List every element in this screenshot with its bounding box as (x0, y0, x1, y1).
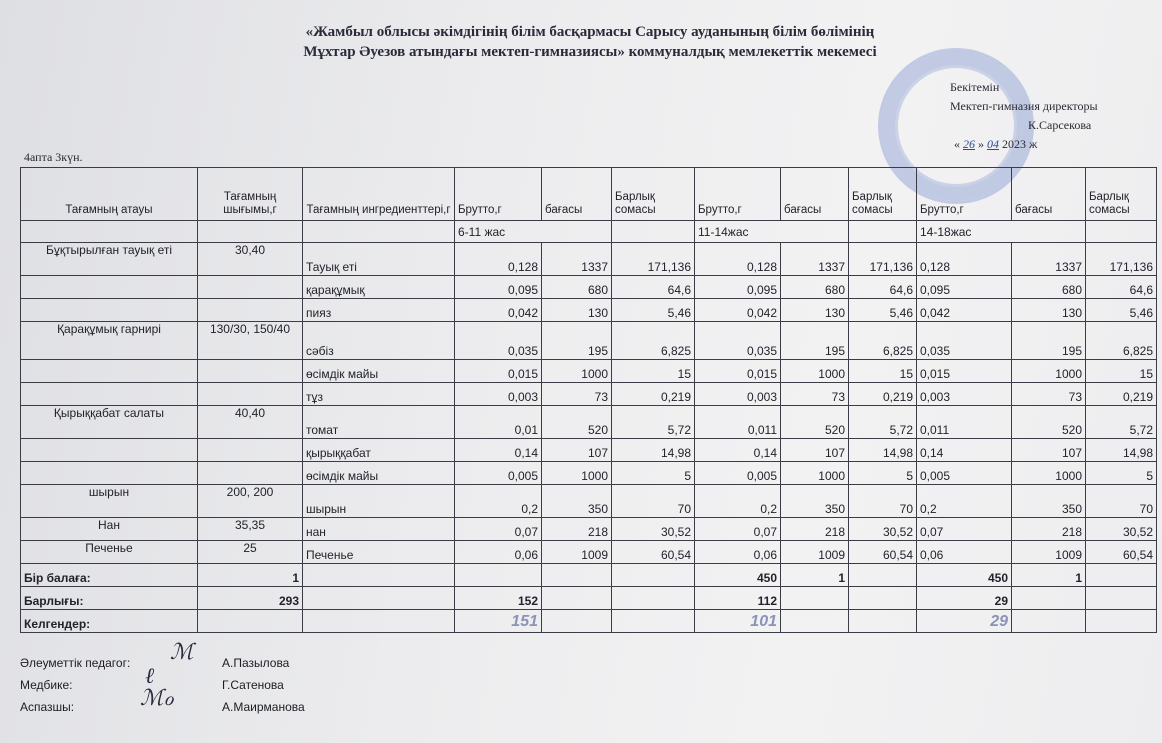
cell-b2: 0,042 (695, 299, 781, 322)
cell-p1: 350 (542, 485, 612, 518)
signatures-block (20, 640, 420, 721)
cell-p3: 1000 (1012, 360, 1086, 383)
per-child-brutto-2: 1 (781, 564, 849, 587)
col-dish-header: Тағамның атауы (21, 168, 198, 221)
cell-t3: 5 (1086, 462, 1157, 485)
col-brutto-1: Брутто,г (455, 168, 542, 221)
cell-p3: 218 (1012, 518, 1086, 541)
age-group-3: 14-18жас (917, 221, 1086, 243)
arrived-count-3: 29 (917, 610, 1012, 633)
approval-date: « 26 » 04 2023 ж (954, 137, 1038, 151)
empty-cell (1086, 610, 1157, 633)
ingredient-name: томат (303, 406, 455, 439)
cell-t1: 14,98 (612, 439, 695, 462)
total-brutto-1: 152 (455, 587, 542, 610)
empty-cell (849, 564, 917, 587)
approval-block (950, 78, 1150, 154)
empty-cell (1012, 587, 1086, 610)
cell-p2: 1337 (781, 243, 849, 276)
cell-b2: 0,07 (695, 518, 781, 541)
cell-t2: 5,72 (849, 406, 917, 439)
cell-b3: 0,095 (917, 276, 1012, 299)
dish-name (21, 383, 198, 406)
cell-p2: 1009 (781, 541, 849, 564)
cell-b2: 0,015 (695, 360, 781, 383)
cell-p1: 1337 (542, 243, 612, 276)
dish-yield (198, 299, 303, 322)
cell-t1: 5 (612, 462, 695, 485)
ingredient-name: тұз (303, 383, 455, 406)
cell-p3: 107 (1012, 439, 1086, 462)
age-group-2: 11-14жас (695, 221, 849, 243)
ingredient-name: өсімдік майы (303, 462, 455, 485)
empty-cell (542, 564, 612, 587)
empty-cell (612, 564, 695, 587)
cell-p3: 73 (1012, 383, 1086, 406)
table-row (21, 541, 1157, 564)
cell-t1: 0,219 (612, 383, 695, 406)
cell-b2: 0,005 (695, 462, 781, 485)
cell-t1: 5,46 (612, 299, 695, 322)
cell-t1: 70 (612, 485, 695, 518)
header-line-1: «Жамбыл облысы әкімдігінің білім басқармасы Сарысу ауданының білім бөлімінің (305, 24, 875, 40)
cell-p3: 1009 (1012, 541, 1086, 564)
table-row (21, 462, 1157, 485)
dish-name: Нан (21, 518, 198, 541)
cell-p1: 1000 (542, 462, 612, 485)
ingredient-name: нан (303, 518, 455, 541)
cell-b3: 0,2 (917, 485, 1012, 518)
cell-t2: 6,825 (849, 322, 917, 360)
total-brutto-3: 29 (917, 587, 1012, 610)
empty-cell (781, 587, 849, 610)
dish-name (21, 276, 198, 299)
cell-t1: 64,6 (612, 276, 695, 299)
ingredient-name: қарақұмық (303, 276, 455, 299)
cell-b2: 0,003 (695, 383, 781, 406)
header-line-2: Мұхтар Әуезов атындағы мектеп-гимназиясы» коммуналдық мемлекеттік мекемесі (303, 44, 877, 60)
signature-line (20, 686, 420, 721)
arrived-label: Келгендер: (21, 610, 198, 633)
ingredient-name: шырын (303, 485, 455, 518)
cell-p1: 1000 (542, 360, 612, 383)
per-child-total-1: 450 (695, 564, 781, 587)
cell-t3: 5,72 (1086, 406, 1157, 439)
cell-p3: 195 (1012, 322, 1086, 360)
total-yield: 293 (198, 587, 303, 610)
cell-b2: 0,2 (695, 485, 781, 518)
handwritten-signature: ℳℴ (140, 686, 174, 711)
table-row (21, 406, 1157, 439)
empty-cell (1086, 564, 1157, 587)
cell-p3: 350 (1012, 485, 1086, 518)
cell-p2: 218 (781, 518, 849, 541)
age-group-1: 6-11 жас (455, 221, 612, 243)
cell-p3: 130 (1012, 299, 1086, 322)
signature-name: А.Маирманова (222, 700, 305, 714)
total-row (21, 587, 1157, 610)
empty-cell (303, 587, 455, 610)
col-brutto-2: Брутто,г (695, 168, 781, 221)
cell-t3: 70 (1086, 485, 1157, 518)
cell-b2: 0,06 (695, 541, 781, 564)
cell-t2: 171,136 (849, 243, 917, 276)
dish-yield (198, 462, 303, 485)
empty-cell (612, 610, 695, 633)
ingredient-name: Печенье (303, 541, 455, 564)
dish-yield: 40,40 (198, 406, 303, 439)
cell-b3: 0,015 (917, 360, 1012, 383)
signature-role: Әлеуметтік педагог: (20, 656, 131, 670)
cell-t3: 14,98 (1086, 439, 1157, 462)
dish-yield (198, 276, 303, 299)
table-row (21, 243, 1157, 276)
empty-cell (198, 610, 303, 633)
cell-p1: 195 (542, 322, 612, 360)
cell-p2: 350 (781, 485, 849, 518)
signature-line (20, 664, 420, 699)
cell-t3: 6,825 (1086, 322, 1157, 360)
ingredient-name: қырыққабат (303, 439, 455, 462)
arrived-count-2: 101 (695, 610, 781, 633)
per-child-brutto-3: 1 (1012, 564, 1086, 587)
cell-p2: 680 (781, 276, 849, 299)
empty-cell (781, 610, 849, 633)
handwritten-signature: ℓ (145, 664, 155, 689)
menu-table (20, 167, 1157, 633)
signature-name: А.Пазылова (222, 656, 290, 670)
dish-yield (198, 439, 303, 462)
cell-b3: 0,14 (917, 439, 1012, 462)
empty-cell (455, 564, 542, 587)
cell-p1: 520 (542, 406, 612, 439)
cell-b1: 0,015 (455, 360, 542, 383)
age-groups-row (21, 221, 1157, 243)
cell-b3: 0,07 (917, 518, 1012, 541)
cell-b1: 0,07 (455, 518, 542, 541)
empty-cell (1012, 610, 1086, 633)
week-day-label: 4апта 3күн. (24, 150, 83, 164)
cell-b1: 0,005 (455, 462, 542, 485)
dish-name (21, 299, 198, 322)
signature-role: Аспазшы: (20, 700, 75, 714)
per-child-total-2: 450 (917, 564, 1012, 587)
cell-t2: 60,54 (849, 541, 917, 564)
table-row (21, 383, 1157, 406)
dish-yield: 130/30, 150/40 (198, 322, 303, 360)
cell-b1: 0,06 (455, 541, 542, 564)
ingredient-name: сәбіз (303, 322, 455, 360)
total-label: Барлығы: (21, 587, 198, 610)
dish-yield: 200, 200 (198, 485, 303, 518)
table-row (21, 322, 1157, 360)
arrived-row (21, 610, 1157, 633)
per-child-row (21, 564, 1157, 587)
signature-role: Медбике: (20, 678, 73, 692)
cell-b3: 0,042 (917, 299, 1012, 322)
cell-b1: 0,095 (455, 276, 542, 299)
cell-b1: 0,128 (455, 243, 542, 276)
cell-t1: 171,136 (612, 243, 695, 276)
dish-name (21, 360, 198, 383)
col-brutto-3: Брутто,г (917, 168, 1012, 221)
cell-b1: 0,042 (455, 299, 542, 322)
cell-t2: 5,46 (849, 299, 917, 322)
cell-t1: 30,52 (612, 518, 695, 541)
cell-p1: 73 (542, 383, 612, 406)
empty-cell (542, 610, 612, 633)
signature-name: Г.Сатенова (222, 678, 284, 692)
cell-t2: 14,98 (849, 439, 917, 462)
cell-b1: 0,003 (455, 383, 542, 406)
cell-p2: 107 (781, 439, 849, 462)
cell-b2: 0,095 (695, 276, 781, 299)
cell-b1: 0,2 (455, 485, 542, 518)
cell-p2: 1000 (781, 462, 849, 485)
col-ingredients-header: Тағамның ингредиенттері,г (303, 168, 455, 221)
cell-b2: 0,14 (695, 439, 781, 462)
table-row (21, 485, 1157, 518)
cell-b3: 0,128 (917, 243, 1012, 276)
ingredient-name: пияз (303, 299, 455, 322)
cell-t2: 5 (849, 462, 917, 485)
cell-b3: 0,011 (917, 406, 1012, 439)
cell-t3: 5,46 (1086, 299, 1157, 322)
cell-b1: 0,01 (455, 406, 542, 439)
arrived-count-1: 151 (455, 610, 542, 633)
cell-t1: 60,54 (612, 541, 695, 564)
per-child-yield: 1 (198, 564, 303, 587)
cell-t1: 5,72 (612, 406, 695, 439)
table-row (21, 360, 1157, 383)
col-price-2: бағасы (781, 168, 849, 221)
signature-line (20, 640, 420, 677)
date-day: 26 (963, 137, 975, 151)
cell-p3: 680 (1012, 276, 1086, 299)
cell-p1: 1009 (542, 541, 612, 564)
director-title: Мектеп-гимназия директоры (950, 99, 1098, 113)
cell-p2: 195 (781, 322, 849, 360)
ingredient-name: Тауық еті (303, 243, 455, 276)
cell-t2: 64,6 (849, 276, 917, 299)
col-price-1: бағасы (542, 168, 612, 221)
cell-t3: 64,6 (1086, 276, 1157, 299)
dish-yield (198, 360, 303, 383)
cell-p1: 680 (542, 276, 612, 299)
document-header (230, 22, 950, 62)
table-row (21, 439, 1157, 462)
cell-b3: 0,035 (917, 322, 1012, 360)
cell-b1: 0,14 (455, 439, 542, 462)
cell-p1: 107 (542, 439, 612, 462)
empty-cell (1086, 587, 1157, 610)
cell-t2: 0,219 (849, 383, 917, 406)
empty-cell (542, 587, 612, 610)
col-total-3: Барлық сомасы (1086, 168, 1157, 221)
dish-name: шырын (21, 485, 198, 518)
dish-name: Қарақұмық гарнирі (21, 322, 198, 360)
cell-b2: 0,035 (695, 322, 781, 360)
cell-t1: 6,825 (612, 322, 695, 360)
col-total-2: Барлық сомасы (849, 168, 917, 221)
table-header-row (21, 168, 1157, 221)
table-row (21, 518, 1157, 541)
dish-name (21, 439, 198, 462)
dish-yield: 30,40 (198, 243, 303, 276)
cell-t2: 15 (849, 360, 917, 383)
dish-yield: 35,35 (198, 518, 303, 541)
ingredient-name: өсімдік майы (303, 360, 455, 383)
empty-cell (849, 610, 917, 633)
date-month: 04 (987, 137, 999, 151)
approve-label: Бекітемін (950, 80, 1000, 94)
dish-yield: 25 (198, 541, 303, 564)
cell-p1: 130 (542, 299, 612, 322)
cell-b1: 0,035 (455, 322, 542, 360)
cell-b2: 0,128 (695, 243, 781, 276)
col-yield-header: Тағамның шығымы,г (198, 168, 303, 221)
cell-t2: 30,52 (849, 518, 917, 541)
dish-name: Печенье (21, 541, 198, 564)
handwritten-signature: ℳ (170, 640, 194, 665)
cell-p3: 1337 (1012, 243, 1086, 276)
cell-p1: 218 (542, 518, 612, 541)
cell-p2: 520 (781, 406, 849, 439)
cell-t3: 60,54 (1086, 541, 1157, 564)
cell-p2: 1000 (781, 360, 849, 383)
cell-t3: 15 (1086, 360, 1157, 383)
dish-yield (198, 383, 303, 406)
cell-t1: 15 (612, 360, 695, 383)
cell-t3: 0,219 (1086, 383, 1157, 406)
table-row (21, 276, 1157, 299)
director-name: К.Сарсекова (1028, 118, 1092, 132)
empty-cell (303, 610, 455, 633)
cell-b3: 0,003 (917, 383, 1012, 406)
cell-p3: 520 (1012, 406, 1086, 439)
dish-name: Қырыққабат салаты (21, 406, 198, 439)
cell-p2: 130 (781, 299, 849, 322)
empty-cell (612, 587, 695, 610)
col-price-3: бағасы (1012, 168, 1086, 221)
cell-p3: 1000 (1012, 462, 1086, 485)
col-total-1: Барлық сомасы (612, 168, 695, 221)
cell-b2: 0,011 (695, 406, 781, 439)
total-brutto-2: 112 (695, 587, 781, 610)
cell-p2: 73 (781, 383, 849, 406)
cell-t3: 30,52 (1086, 518, 1157, 541)
table-row (21, 299, 1157, 322)
cell-t3: 171,136 (1086, 243, 1157, 276)
dish-name (21, 462, 198, 485)
per-child-label: Бір балаға: (21, 564, 198, 587)
empty-cell (303, 564, 455, 587)
cell-b3: 0,005 (917, 462, 1012, 485)
dish-name: Бұқтырылған тауық еті (21, 243, 198, 276)
cell-t2: 70 (849, 485, 917, 518)
cell-b3: 0,06 (917, 541, 1012, 564)
empty-cell (849, 587, 917, 610)
